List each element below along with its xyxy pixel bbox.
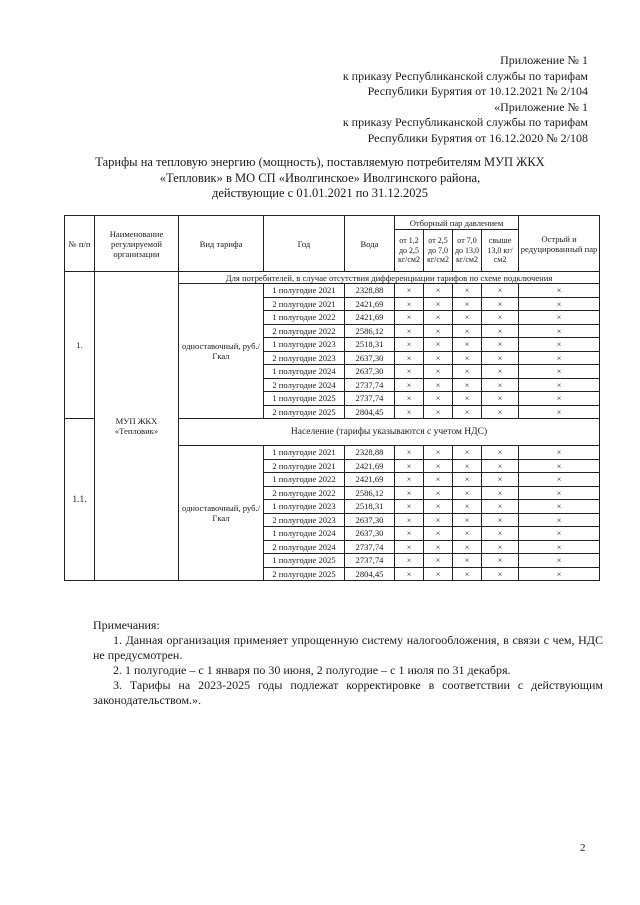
cross-cell: × [519, 392, 600, 406]
cross-cell: × [453, 446, 482, 460]
title-line: «Тепловик» в МО СП «Иволгинское» Иволгинского района, [159, 170, 481, 185]
period-cell: 2 полугодие 2025 [264, 567, 345, 581]
water-tariff-cell: 2637,30 [345, 351, 395, 365]
cross-cell: × [519, 473, 600, 487]
notes [93, 618, 603, 708]
cross-cell: × [424, 527, 453, 541]
cross-cell: × [519, 297, 600, 311]
period-cell: 2 полугодие 2021 [264, 297, 345, 311]
cross-cell: × [395, 365, 424, 379]
header-line: «Приложение № 1 [494, 99, 588, 114]
water-tariff-cell: 2328,88 [345, 284, 395, 298]
cross-cell: × [482, 527, 519, 541]
cross-cell: × [424, 554, 453, 568]
note-item: 3. Тарифы на 2023-2025 годы подлежат корректировке в соответствии с действующим законодательством.». [93, 678, 603, 707]
cross-cell: × [453, 311, 482, 325]
period-cell: 2 полугодие 2024 [264, 540, 345, 554]
cross-cell: × [453, 378, 482, 392]
cross-cell: × [424, 567, 453, 581]
cross-cell: × [424, 351, 453, 365]
cross-cell: × [482, 351, 519, 365]
water-tariff-cell: 2637,30 [345, 527, 395, 541]
cross-cell: × [453, 500, 482, 514]
cross-cell: × [395, 473, 424, 487]
tariff-table [64, 215, 600, 581]
cross-cell: × [453, 405, 482, 419]
period-cell: 1 полугодие 2025 [264, 392, 345, 406]
cross-cell: × [519, 527, 600, 541]
cross-cell: × [519, 567, 600, 581]
header-sharp-steam: Острый и редуцированный пар [519, 216, 600, 272]
water-tariff-cell: 2586,12 [345, 486, 395, 500]
cross-cell: × [519, 405, 600, 419]
cross-cell: × [424, 405, 453, 419]
cross-cell: × [482, 405, 519, 419]
row-number: 1.1. [65, 419, 95, 581]
cross-cell: × [453, 486, 482, 500]
cross-cell: × [482, 297, 519, 311]
period-cell: 2 полугодие 2023 [264, 351, 345, 365]
cross-cell: × [519, 500, 600, 514]
header-line: к приказу Республиканской службы по тарифам [342, 68, 588, 83]
tariff-type: одноставочный, руб./Гкал [179, 284, 264, 419]
water-tariff-cell: 2328,88 [345, 446, 395, 460]
cross-cell: × [424, 365, 453, 379]
cross-cell: × [395, 351, 424, 365]
cross-cell: × [482, 567, 519, 581]
period-cell: 2 полугодие 2025 [264, 405, 345, 419]
cross-cell: × [453, 392, 482, 406]
cross-cell: × [519, 365, 600, 379]
cross-cell: × [395, 284, 424, 298]
cross-cell: × [519, 554, 600, 568]
cross-cell: × [453, 540, 482, 554]
water-tariff-cell: 2421,69 [345, 473, 395, 487]
water-tariff-cell: 2518,31 [345, 338, 395, 352]
header-steam-2: от 2,5 до 7,0 кг/см2 [424, 230, 453, 272]
period-cell: 2 полугодие 2021 [264, 459, 345, 473]
row-number: 1. [65, 272, 95, 419]
cross-cell: × [424, 446, 453, 460]
cross-cell: × [395, 446, 424, 460]
header-water: Вода [345, 216, 395, 272]
cross-cell: × [519, 378, 600, 392]
period-cell: 1 полугодие 2022 [264, 473, 345, 487]
cross-cell: × [482, 378, 519, 392]
title-line: Тарифы на тепловую энергию (мощность), поставляемую потребителям МУП ЖКХ [95, 155, 545, 169]
cross-cell: × [453, 554, 482, 568]
cross-cell: × [453, 284, 482, 298]
cross-cell: × [453, 513, 482, 527]
period-cell: 1 полугодие 2024 [264, 365, 345, 379]
cross-cell: × [395, 567, 424, 581]
cross-cell: × [482, 324, 519, 338]
cross-cell: × [519, 513, 600, 527]
title-line: действующие с 01.01.2021 по 31.12.2025 [211, 186, 429, 200]
cross-cell: × [453, 297, 482, 311]
cross-cell: × [395, 338, 424, 352]
cross-cell: × [424, 392, 453, 406]
cross-cell: × [395, 311, 424, 325]
cross-cell: × [519, 284, 600, 298]
tariff-type: одноставочный, руб./Гкал [179, 446, 264, 581]
water-tariff-cell: 2804,45 [345, 405, 395, 419]
water-tariff-cell: 2586,12 [345, 324, 395, 338]
header-line: Приложение № 1 [500, 53, 588, 67]
period-cell: 1 полугодие 2022 [264, 311, 345, 325]
header-num: № п/п [65, 216, 95, 272]
cross-cell: × [453, 338, 482, 352]
period-cell: 2 полугодие 2022 [264, 486, 345, 500]
water-tariff-cell: 2421,69 [345, 311, 395, 325]
header-steam-4: свыше 13,0 кг/см2 [482, 230, 519, 272]
header-year: Год [264, 216, 345, 272]
cross-cell: × [395, 527, 424, 541]
cross-cell: × [424, 540, 453, 554]
header-line: Республики Бурятия от 16.12.2020 № 2/108 [367, 130, 588, 145]
cross-cell: × [482, 446, 519, 460]
cross-cell: × [482, 284, 519, 298]
cross-cell: × [424, 473, 453, 487]
cross-cell: × [519, 459, 600, 473]
water-tariff-cell: 2804,45 [345, 567, 395, 581]
water-tariff-cell: 2637,30 [345, 513, 395, 527]
document-title [0, 155, 640, 202]
period-cell: 2 полугодие 2022 [264, 324, 345, 338]
cross-cell: × [395, 513, 424, 527]
cross-cell: × [424, 459, 453, 473]
cross-cell: × [424, 297, 453, 311]
cross-cell: × [424, 500, 453, 514]
cross-cell: × [519, 324, 600, 338]
header-steam-1: от 1,2 до 2,5 кг/см2 [395, 230, 424, 272]
appendix-header [343, 53, 588, 147]
cross-cell: × [453, 365, 482, 379]
header-steam-group: Отборный пар давлением [395, 216, 519, 230]
period-cell: 1 полугодие 2023 [264, 338, 345, 352]
header-steam-3: от 7,0 до 13,0 кг/см2 [453, 230, 482, 272]
water-tariff-cell: 2737,74 [345, 378, 395, 392]
header-org: Наименование регулируемой организации [95, 216, 179, 272]
period-cell: 1 полугодие 2024 [264, 527, 345, 541]
cross-cell: × [453, 567, 482, 581]
note-item: 1. Данная организация применяет упрощенную систему налогообложения, в связи с чем, НДС не предусмотрен. [93, 633, 603, 662]
cross-cell: × [519, 540, 600, 554]
water-tariff-cell: 2421,69 [345, 297, 395, 311]
cross-cell: × [424, 311, 453, 325]
cross-cell: × [519, 338, 600, 352]
period-cell: 1 полугодие 2021 [264, 284, 345, 298]
cross-cell: × [519, 311, 600, 325]
water-tariff-cell: 2737,74 [345, 392, 395, 406]
cross-cell: × [519, 486, 600, 500]
cross-cell: × [453, 459, 482, 473]
note-item: 2. 1 полугодие – с 1 января по 30 июня, 2 полугодие – с 1 июля по 31 декабря. [113, 663, 511, 677]
cross-cell: × [424, 324, 453, 338]
cross-cell: × [482, 500, 519, 514]
section-caption: Население (тарифы указываются с учетом НДС) [179, 419, 600, 446]
header-tariff-type: Вид тарифа [179, 216, 264, 272]
cross-cell: × [482, 459, 519, 473]
page-number: 2 [580, 842, 586, 854]
period-cell: 2 полугодие 2024 [264, 378, 345, 392]
header-line: Республики Бурятия от 10.12.2021 № 2/104 [367, 84, 588, 99]
cross-cell: × [395, 486, 424, 500]
cross-cell: × [424, 338, 453, 352]
cross-cell: × [519, 351, 600, 365]
cross-cell: × [395, 378, 424, 392]
cross-cell: × [395, 500, 424, 514]
cross-cell: × [453, 351, 482, 365]
cross-cell: × [482, 311, 519, 325]
cross-cell: × [482, 338, 519, 352]
notes-heading: Примечания: [93, 618, 160, 632]
cross-cell: × [453, 473, 482, 487]
cross-cell: × [482, 473, 519, 487]
cross-cell: × [482, 540, 519, 554]
section-caption: Для потребителей, в случае отсутствия дифференциации тарифов по схеме подключения [179, 272, 600, 284]
section-row [65, 272, 600, 284]
period-cell: 1 полугодие 2023 [264, 500, 345, 514]
cross-cell: × [482, 365, 519, 379]
cross-cell: × [453, 527, 482, 541]
cross-cell: × [395, 392, 424, 406]
cross-cell: × [519, 446, 600, 460]
period-cell: 1 полугодие 2025 [264, 554, 345, 568]
water-tariff-cell: 2737,74 [345, 554, 395, 568]
water-tariff-cell: 2421,69 [345, 459, 395, 473]
cross-cell: × [482, 513, 519, 527]
cross-cell: × [453, 324, 482, 338]
cross-cell: × [482, 486, 519, 500]
cross-cell: × [424, 378, 453, 392]
cross-cell: × [424, 513, 453, 527]
cross-cell: × [395, 459, 424, 473]
cross-cell: × [482, 554, 519, 568]
cross-cell: × [395, 554, 424, 568]
cross-cell: × [482, 392, 519, 406]
cross-cell: × [395, 324, 424, 338]
water-tariff-cell: 2737,74 [345, 540, 395, 554]
cross-cell: × [395, 540, 424, 554]
cross-cell: × [424, 284, 453, 298]
organization-name: МУП ЖКХ «Тепловик» [95, 272, 179, 581]
cross-cell: × [395, 405, 424, 419]
period-cell: 2 полугодие 2023 [264, 513, 345, 527]
header-line: к приказу Республиканской службы по тарифам [342, 115, 588, 130]
water-tariff-cell: 2518,31 [345, 500, 395, 514]
cross-cell: × [395, 297, 424, 311]
period-cell: 1 полугодие 2021 [264, 446, 345, 460]
cross-cell: × [424, 486, 453, 500]
water-tariff-cell: 2637,30 [345, 365, 395, 379]
